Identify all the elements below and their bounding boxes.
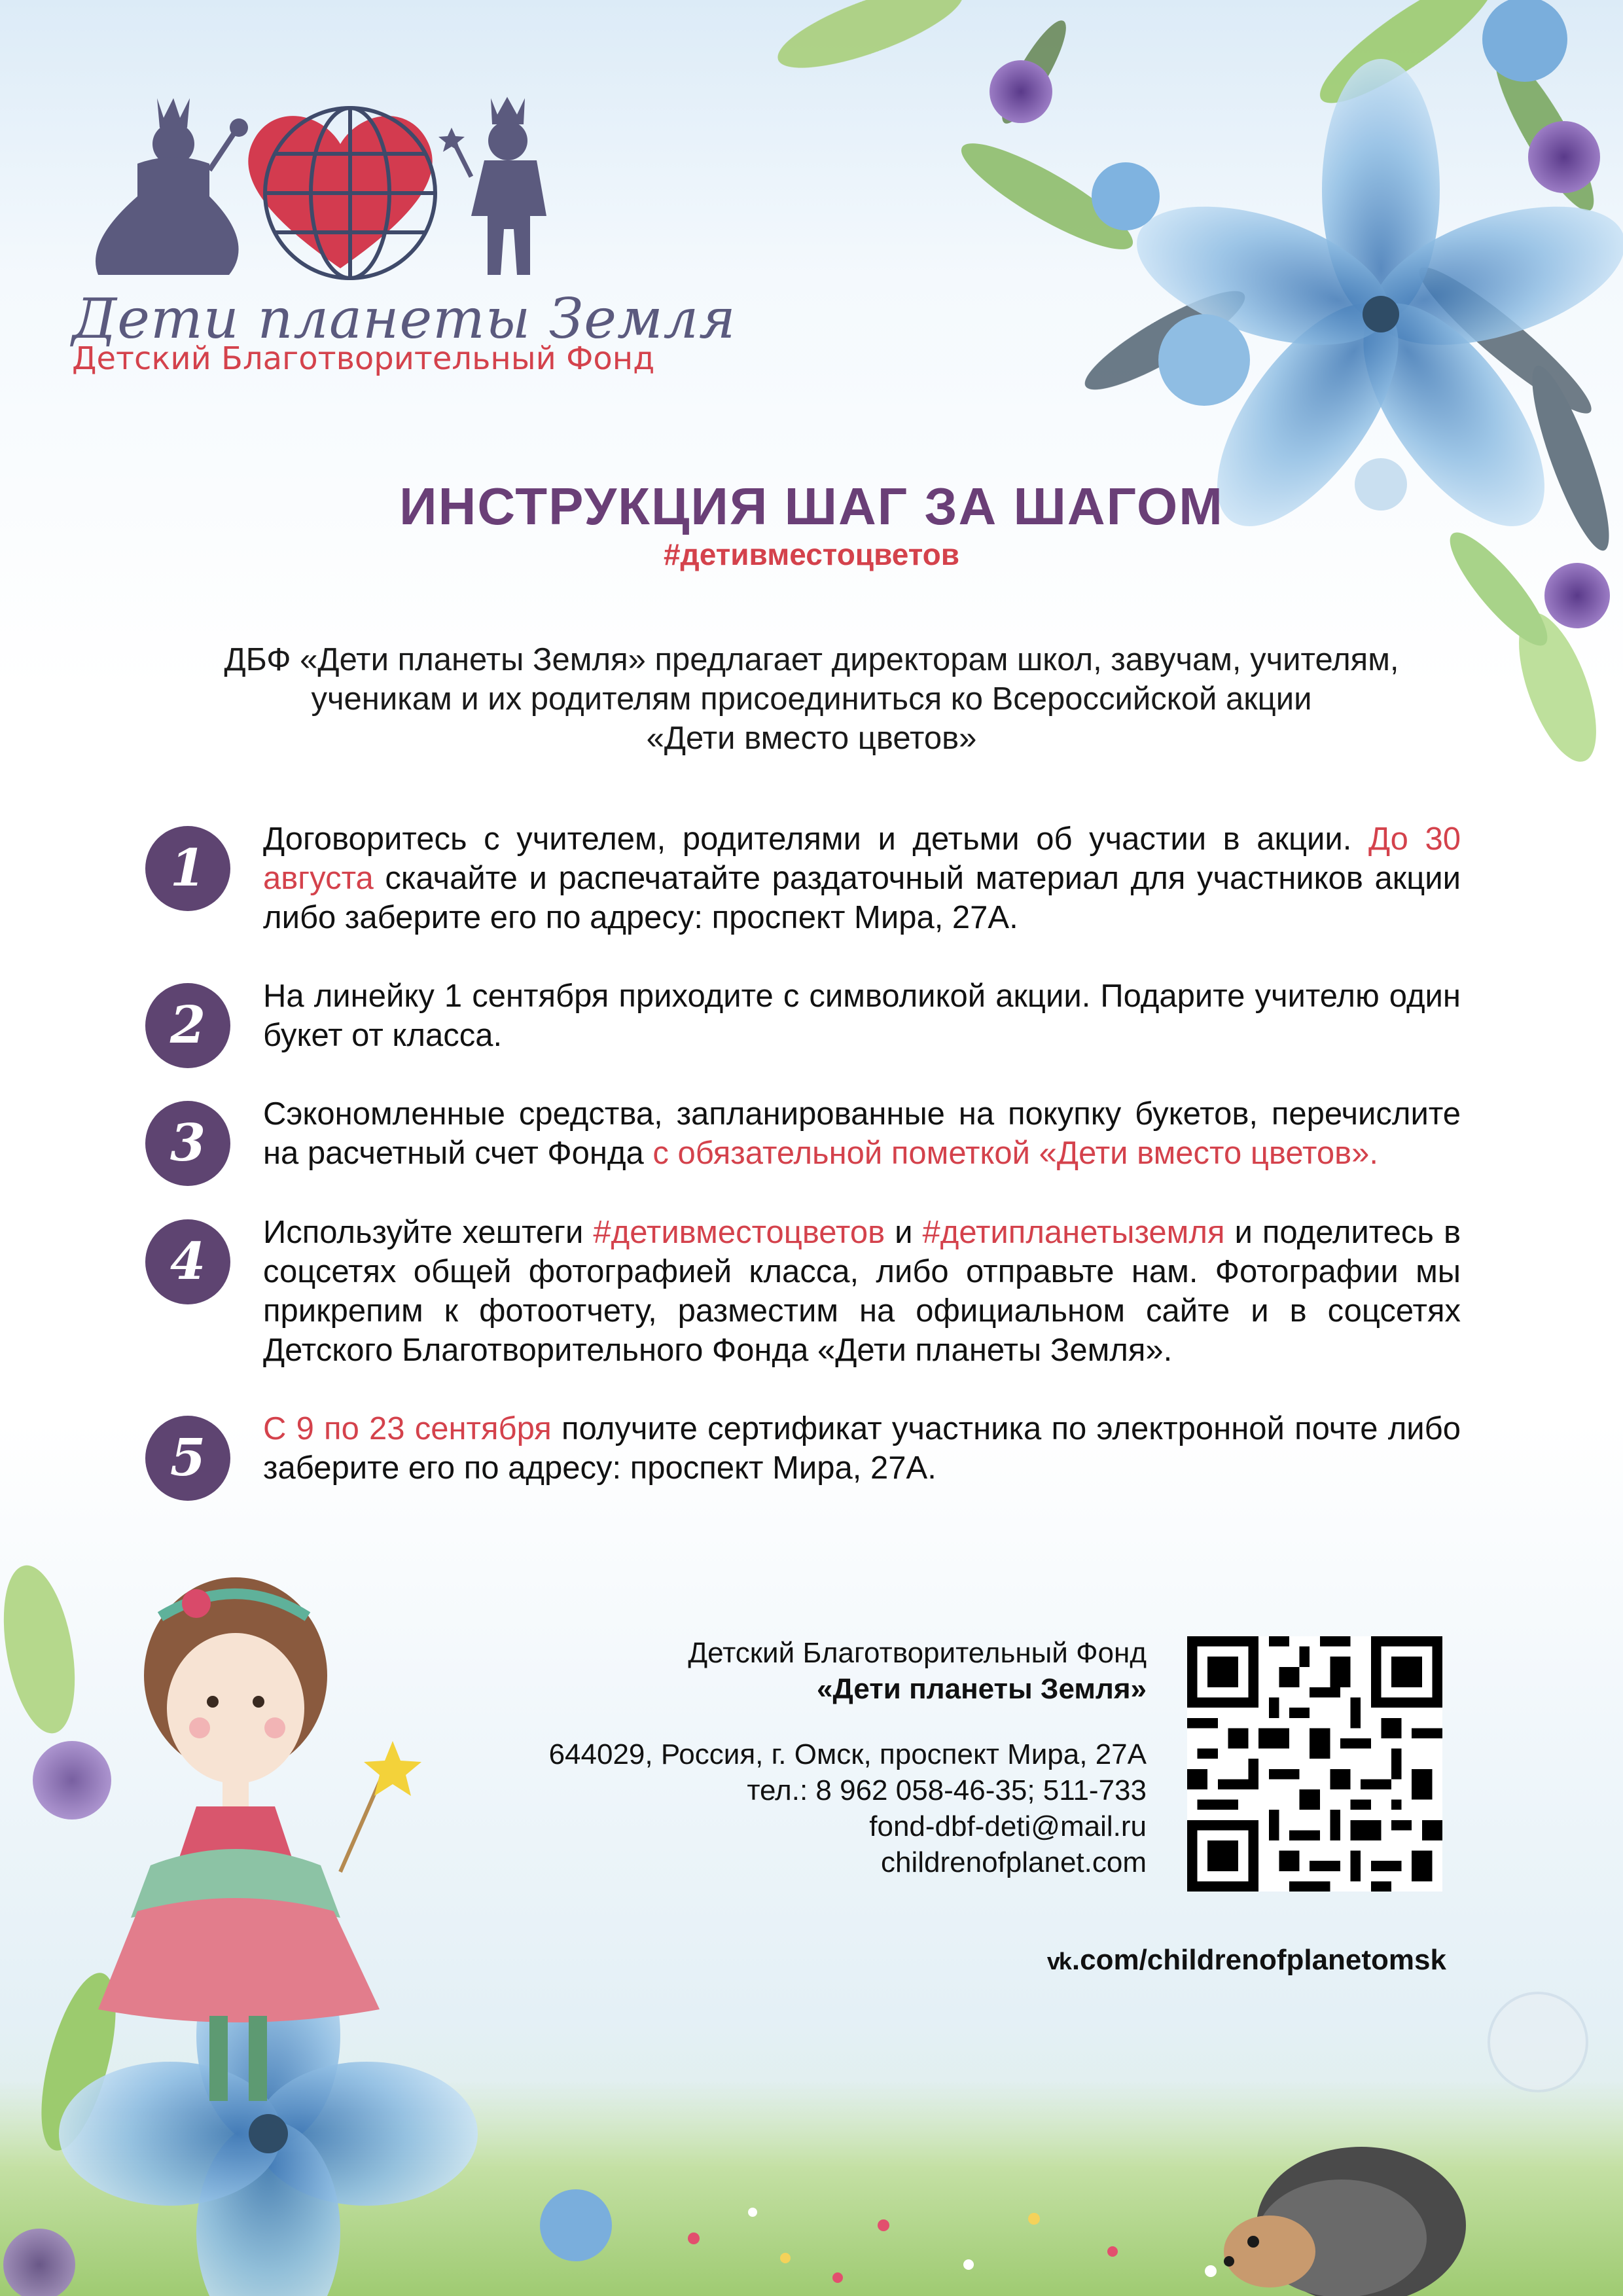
page-hashtag: #детивместоцветов [663, 537, 960, 571]
org-title: «Дети планеты Земля» [817, 1673, 1147, 1705]
phone: тел.: 8 962 058-46-35; 511-733 [747, 1774, 1147, 1806]
intro-line: ДБФ «Дети планеты Земля» предлагает директорам школ, завучам, учителям, [224, 642, 1399, 677]
logo-subtitle: Детский Благотворительный Фонд [72, 340, 655, 377]
girl-illustration [98, 1577, 421, 2101]
vk-icon: vk [1046, 1948, 1071, 1975]
globe-heart-icon [265, 108, 435, 278]
qr-code-icon[interactable] [1187, 1636, 1442, 1892]
step-number-badge: 4 [145, 1219, 230, 1304]
page-title: ИНСТРУКЦИЯ ШАГ ЗА ШАГОМ [399, 477, 1224, 535]
step-number-badge: 2 [145, 983, 230, 1068]
vk-url: .com/childrenofplanetomsk [1071, 1944, 1446, 1976]
email-link[interactable]: fond-dbf-deti@mail.ru [869, 1810, 1147, 1842]
intro-line: «Дети вместо цветов» [646, 721, 977, 756]
hashtag-link[interactable]: #детивместоцветов [593, 1215, 885, 1250]
step-number-badge: 5 [145, 1416, 230, 1501]
step-highlight: с обязательной пометкой «Дети вместо цветов». [652, 1136, 1379, 1171]
vk-link[interactable] [1021, 1944, 1446, 1977]
website-link[interactable]: childrenofplanet.com [880, 1846, 1147, 1878]
princess-silhouette-icon [96, 98, 248, 275]
address: 644029, Россия, г. Омск, проспект Мира, 27А [548, 1738, 1147, 1770]
step-text: Сэкономленные средства, запланированные на покупку букетов, перечислите на расчетный счет Фонда с обязательной пометкой «Дети вместо цветов». [263, 1096, 1461, 1171]
step-text: Используйте хештеги #детивместоцветов и #детипланетыземля и поделитесь в соцсетях общей фотографией класса, либо отправьте нам. Фотографии мы прикрепим к фотоотчету, разместим на официальном сайте и в соцсетях Детского Благотворительного Фонда «Дети планеты Земля». [263, 1215, 1461, 1368]
intro-paragraph [196, 640, 1427, 758]
foundation-logo [59, 79, 736, 386]
step-text: С 9 по 23 сентября получите сертификат участника по электронной почте либо заберите его по адресу: проспект Мира, 27А. [263, 1411, 1461, 1486]
step-number-badge: 3 [145, 1101, 230, 1186]
step-highlight: С 9 по 23 сентября [263, 1411, 552, 1446]
contact-block [458, 1635, 1147, 1880]
step-text: Договоритесь с учителем, родителями и детьми об участии в акции. До 30 августа скачайте и распечатайте раздаточный материал для участников акции либо заберите его по адресу: проспект Мира, 27А. [263, 821, 1461, 935]
step-number-badge: 1 [145, 826, 230, 911]
logo-title: Дети планеты Земля [72, 287, 736, 351]
intro-line: ученикам и их родителям присоединиться ко Всероссийской акции [311, 681, 1312, 717]
step-highlight: До 30 августа [263, 821, 1461, 896]
hashtag-link[interactable]: #детипланетыземля [922, 1215, 1225, 1250]
prince-silhouette-icon [438, 97, 546, 275]
step-text: На линейку 1 сентября приходите с символикой акции. Подарите учителю один букет от класса. [263, 978, 1461, 1053]
org-name: Детский Благотворительный Фонд [688, 1637, 1147, 1669]
